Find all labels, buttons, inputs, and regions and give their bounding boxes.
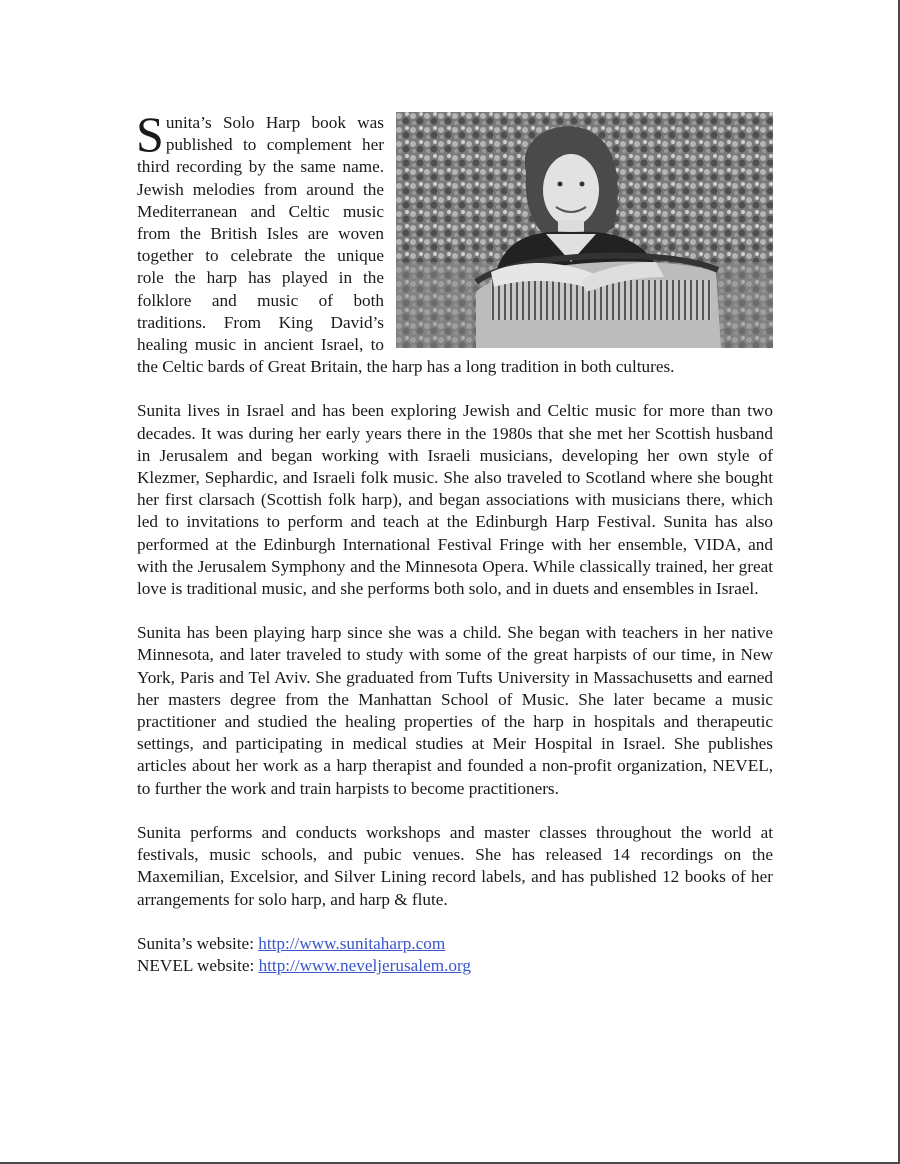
paragraph-recordings: Sunita performs and conducts workshops and master classes throughout the world at festivals, music schools, and pubic venues. She has released 14 recordings on the Maxemilian, Excelsior, and Silver Lining record labels, and has published 12 books of her arrangements for solo harp, and harp & flute.: [137, 822, 773, 909]
website-line: [137, 933, 773, 955]
nevel-label: NEVEL website:: [137, 955, 259, 975]
portrait-photo: [396, 112, 773, 348]
website-label: Sunita’s website:: [137, 933, 259, 953]
drop-cap: S: [136, 106, 164, 162]
harpist-photo-icon: [396, 112, 773, 348]
sunita-website-link[interactable]: http://www.sunitaharp.com: [258, 933, 446, 953]
article-body: [136, 106, 773, 977]
nevel-line: [137, 955, 773, 977]
paragraph-israel: Sunita lives in Israel and has been exploring Jewish and Celtic music for more than two decades. It was during her early years there in the 1980s that she met her Scottish husband in Jerusalem and began working with Israeli musicians, developing her own style of Klezmer, Sephardic, and Israeli folk music. She also traveled to Scotland where she bought her first clarsach (Scottish folk harp), and began associations with musicians there, which led to invitations to perform and teach at the Edinburgh Harp Festival. Sunita has also performed at the Edinburgh International Festival Fringe with her ensemble, VIDA, and with the Jerusalem Symphony and the Minnesota Opera. While classically trained, her great love is traditional music, and she performs both solo, and in duets and ensembles in Israel.: [137, 401, 773, 599]
website-links: [137, 933, 773, 977]
paragraph-intro-text: unita’s Solo Harp book was published to complement her third recording by the same name. Jewish melodies from around the Mediterranean and Celtic music from the British Isles are woven together to celebrate the unique role the harp has played in the folklore and music of both traditions. From King David’s healing music in ancient Israel, to the Celtic bards of Great Britain, the harp has a long tradition in both cultures.: [137, 113, 675, 377]
paragraph-education: Sunita has been playing harp since she was a child. She began with teachers in her native Minnesota, and later traveled to study with some of the great harpists of our time, in New York, Paris and Tel Aviv. She graduated from Tufts University in Massachusetts and earned her masters degree from the Manhattan School of Music. She later became a music practitioner and studied the healing properties of the harp in hospitals and therapeutic settings, and participating in medical studies at Meir Hospital in Israel. She publishes articles about her work as a harp therapist and founded a non-profit organization, NEVEL, to further the work and train harpists to become practitioners.: [137, 623, 773, 798]
nevel-website-link[interactable]: http://www.neveljerusalem.org: [258, 955, 471, 975]
